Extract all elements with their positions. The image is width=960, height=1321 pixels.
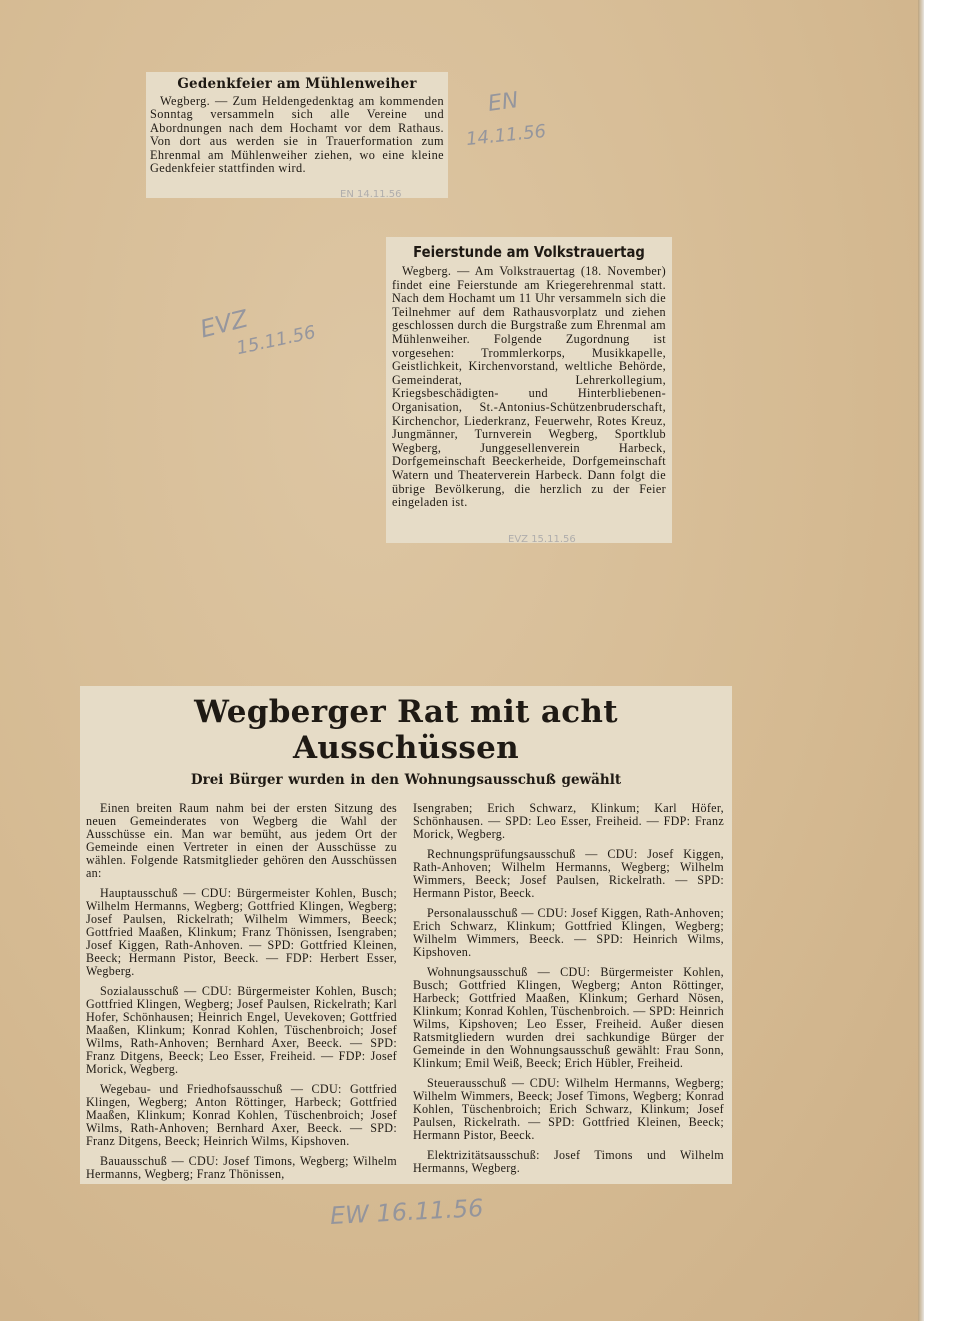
clipping-text: Wegberg. — Zum Heldengedenktag am kommenden Sonntag versammeln sich alle Vereine und Abordnungen nach dem Hochamt vor dem Rathaus. Von dort aus werden sie in Trauerformation zum Ehrenmal am Mühlenweiher ziehen, wo eine kleine Gedenkfeier stattfinden wird. bbox=[150, 94, 444, 176]
clipping-headline: Feierstunde am Volkstrauertag bbox=[413, 243, 645, 261]
handwritten-date: 15.11.56 bbox=[234, 321, 318, 360]
article-columns bbox=[86, 802, 726, 1188]
article-paragraph: Wegebau- und Friedhofsausschuß — CDU: Gottfried Klingen, Wegberg; Anton Röttinger, Harbeck; Gottfried Maaßen, Klinkum; Konrad Kohlen, Tüschenbroich; Josef Wilms, Rath-Anhoven; Bernhard Axer, Beeck. — SPD: Franz Ditgens, Beeck; Heinrich Wilms, Kipshoven. bbox=[86, 1082, 397, 1148]
article-paragraph: Isengraben; Erich Schwarz, Klinkum; Karl Höfer, Schönhausen. — SPD: Leo Esser, Freiheid. — FDP: Franz Morick, Wegberg. bbox=[413, 801, 724, 841]
handwritten-date: 14.11.56 bbox=[465, 120, 548, 151]
sheet-edge bbox=[918, 0, 924, 1321]
article-paragraph: Elektrizitätsausschuß: Josef Timons und Wilhelm Hermanns, Wegberg. bbox=[413, 1148, 724, 1175]
article-paragraph: Rechnungsprüfungsausschuß — CDU: Josef Kiggen, Rath-Anhoven; Wilhelm Hermanns, Wegberg; Wilhelm Wimmers, Beeck; Josef Paulsen, Rickelrath. — SPD: Hermann Pistor, Beeck. bbox=[413, 847, 724, 900]
faint-stamp: EVZ 15.11.56 bbox=[508, 534, 576, 545]
article-paragraph: Sozialausschuß — CDU: Bürgermeister Kohlen, Busch; Gottfried Klingen, Wegberg; Josef Paulsen, Rickelrath; Karl Hofer, Schönhausen; Heinrich Engel, Uevekoven; Gottfried Maaßen, Klinkum; Konrad Kohlen, Tüschenbroich; Josef Wilms, Rath-Anhoven; Bernhard Axer, Beeck. — SPD: Franz Ditgens, Beeck; Leo Esser, Freiheid. — FDP: Josef Morick, Wegberg. bbox=[86, 984, 397, 1076]
clipping-headline: Wegberger Rat mit acht Ausschüssen bbox=[194, 694, 618, 766]
handwritten-source: EVZ bbox=[197, 304, 251, 344]
handwritten-note: EW 16.11.56 bbox=[329, 1194, 485, 1230]
article-paragraph: Wohnungsausschuß — CDU: Bürgermeister Kohlen, Busch; Gottfried Klingen, Wegberg; Anton Röttinger, Harbeck; Gottfried Maaßen, Klinkum; Gerhard Nösen, Klinkum; Konrad Kohlen, Tüschenbroich. — SPD: Heinrich Wilms, Kipshoven; Leo Esser, Freiheid. Außer diesen Ratsmitgliedern wurden drei sachkundige Bürger der Gemeinde in den Wohnungsausschuß gewählt: Frau Sonn, Klinkum; Emil Weiß, Beeck; Erich Hübler, Freiheid. bbox=[413, 965, 724, 1070]
clipping-text: Wegberg. — Am Volkstrauertag (18. November) findet eine Feierstunde am Kriegerehrenmal statt. Nach dem Hochamt um 11 Uhr versammeln sich die Teilnehmer auf dem Rathausvorplatz und ziehen geschlossen durch die Burgstraße zum Ehrenmal am Mühlenweiher. Folgende Zugordnung ist vorgesehen: Trommlerkorps, Musikkapelle, Geistlichkeit, Kirchenvorstand, weltliche Behörde, Gemeinderat, Lehrerkollegium, Kriegsbeschädigten- und Hinterbliebenen-Organisation, St.-Antonius-Schützenbruderschaft, Kirchenchor, Liederkranz, Feuerwehr, Rotes Kreuz, Jungmänner, Turnverein Wegberg, Sportklub Wegberg, Junggesellenverein Harbeck, Dorfgemeinschaft Beeckerheide, Dorfgemeinschaft Watern und Theaterverein Harbeck. Dann folgt die übrige Bevölkerung, die herzlich zu der Feier eingeladen ist. bbox=[392, 264, 666, 510]
article-column-right bbox=[413, 802, 724, 1188]
article-paragraph: Steuerausschuß — CDU: Wilhelm Hermanns, Wegberg; Wilhelm Wimmers, Beeck; Josef Timons, Wegberg; Konrad Kohlen, Tüschenbroich; Erich Schwarz, Klinkum; Josef Paulsen, Rickelrath. — SPD: Gottfried Kleinen, Beeck; Hermann Pistor, Beeck. bbox=[413, 1076, 724, 1142]
faint-stamp: EN 14.11.56 bbox=[340, 189, 402, 200]
article-column-left bbox=[86, 802, 397, 1188]
clipping-headline: Gedenkfeier am Mühlenweiher bbox=[177, 76, 417, 92]
clipping-feierstunde bbox=[386, 237, 672, 543]
handwritten-source: EN bbox=[486, 88, 520, 117]
article-paragraph: Personalausschuß — CDU: Josef Kiggen, Rath-Anhoven; Erich Schwarz, Klinkum; Gottfried Klingen, Wegberg; Wilhelm Wimmers, Beeck. — SPD: Heinrich Wilms, Kipshoven. bbox=[413, 906, 724, 959]
article-paragraph: Einen breiten Raum nahm bei der ersten Sitzung des neuen Gemeinderates von Wegberg die Wahl der Ausschüsse ein. Man war bemüht, aus jedem Ort der Gemeinde einen Vertreter in einen der Ausschüsse zu wählen. Folgende Ratsmitglieder gehören den Ausschüssen an: bbox=[86, 801, 397, 880]
clipping-gedenkfeier bbox=[146, 72, 448, 198]
clipping-rat-ausschuesse bbox=[80, 686, 732, 1184]
article-paragraph: Hauptausschuß — CDU: Bürgermeister Kohlen, Busch; Wilhelm Hermanns, Wegberg; Gottfried Klingen, Wegberg; Josef Paulsen, Rickelrath; Wilhelm Wimmers, Beeck; Gottfried Maaßen, Klinkum; Franz Thönissen, Isengraben; Josef Kiggen, Rath-Anhoven. — SPD: Gottfried Kleinen, Beeck; Hermann Pistor, Beeck. — FDP: Herbert Esser, Wegberg. bbox=[86, 886, 397, 978]
clipping-subheadline: Drei Bürger wurden in den Wohnungsausschuß gewählt bbox=[190, 772, 622, 788]
article-paragraph: Bauausschuß — CDU: Josef Timons, Wegberg; Wilhelm Hermanns, Wegberg; Franz Thönissen, bbox=[86, 1154, 397, 1181]
